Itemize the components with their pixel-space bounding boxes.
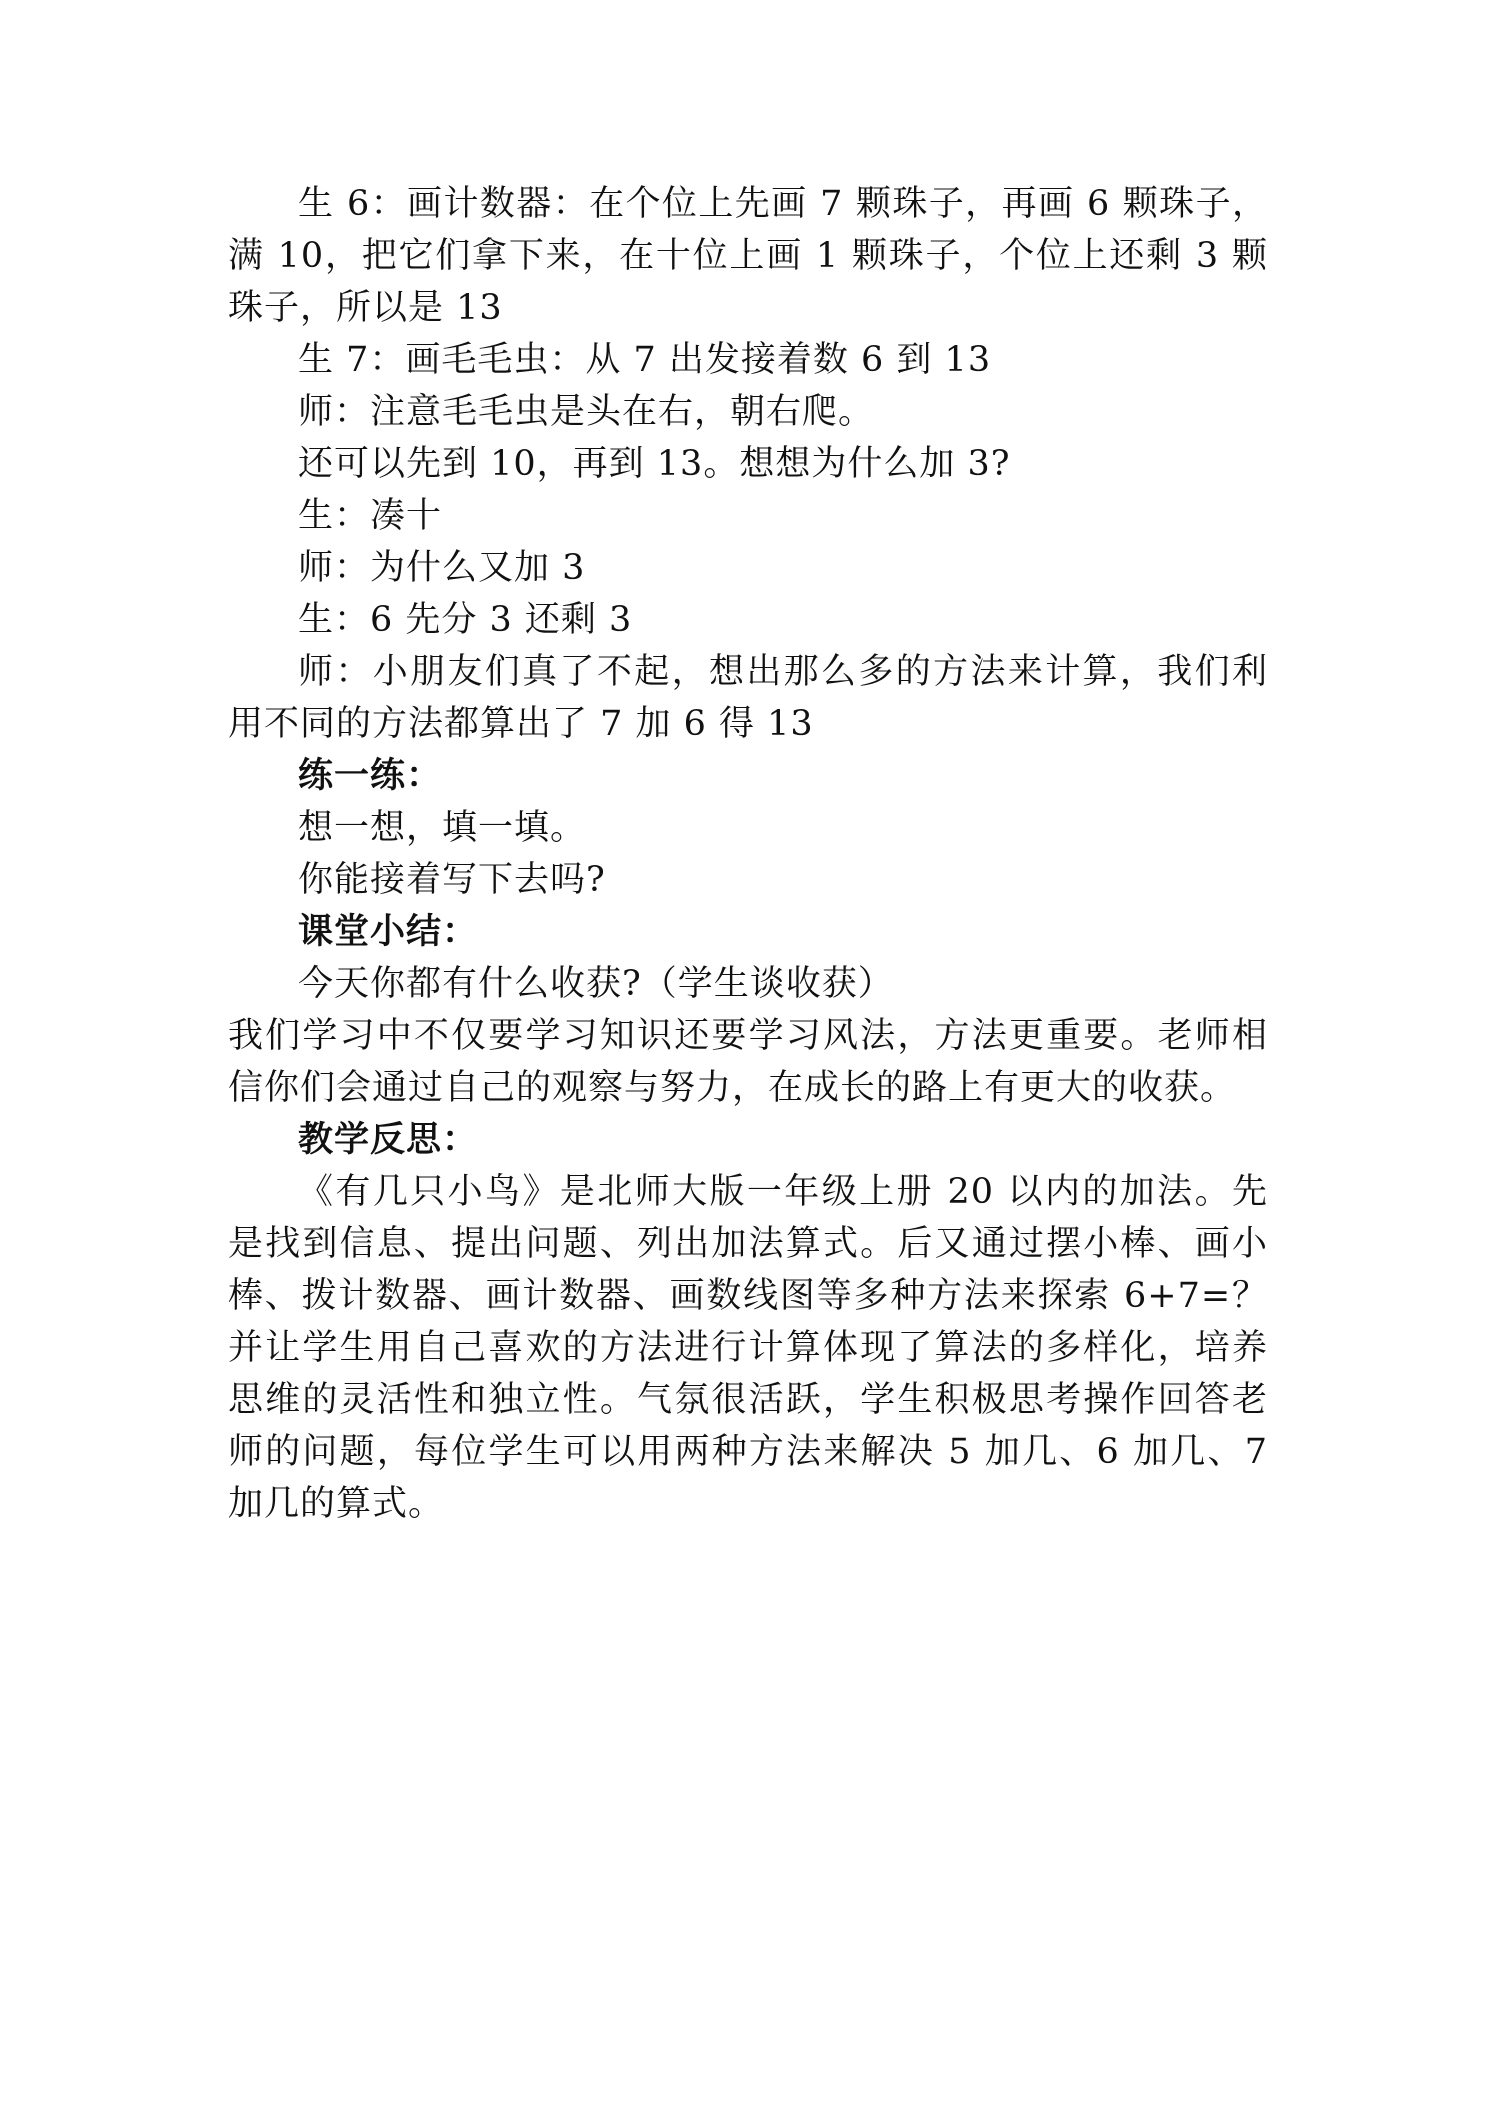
heading-class-summary: 课堂小结： [298,911,479,952]
paragraph-teacher-summary: 师：小朋友们真了不起，想出那么多的方法来计算，我们利用不同的方法都算出了 7 加 6 得 13 [228,652,1268,744]
paragraph-reflection-body: 《有几只小鸟》是北师大版一年级上册 20 以内的加法。先是找到信息、提出问题、列出加法算式。后又通过摆小棒、画小棒、拨计数器、画计数器、画数线图等多种方法来探索 6+7=？并让学生用自己喜欢的方法进行计算体现了算法的多样化，培养思维的灵活性和独立性。气氛很活跃，学生积极思考操作回答老师的问题，每位学生可以用两种方法来解决 5 加几、6 加几、7 加几的算式。 [228,1172,1268,1524]
document-body [228,178,1268,1530]
paragraph-make-ten: 还可以先到 10，再到 13。想想为什么加 3? [298,444,1011,484]
heading-teaching-reflection: 教学反思： [298,1119,479,1160]
paragraph-teacher-question: 师：为什么又加 3 [298,548,586,588]
paragraph-continue-writing: 你能接着写下去吗? [298,860,606,900]
paragraph-learning-methods: 我们学习中不仅要学习知识还要学习风法，方法更重要。老师相信你们会通过自己的观察与努力，在成长的路上有更大的收获。 [228,1016,1268,1108]
paragraph-student-split: 生：6 先分 3 还剩 3 [298,600,633,640]
paragraph-student7-caterpillar: 生 7：画毛毛虫：从 7 出发接着数 6 到 13 [298,340,992,380]
paragraph-student-answer: 生：凑十 [298,496,443,536]
paragraph-teacher-note: 师：注意毛毛虫是头在右，朝右爬。 [298,392,875,432]
paragraph-think-fill: 想一想，填一填。 [298,808,587,848]
paragraph-today-gains: 今天你都有什么收获?（学生谈收获） [298,964,894,1004]
heading-practice: 练一练： [298,755,443,796]
paragraph-student6-counter: 生 6：画计数器：在个位上先画 7 颗珠子，再画 6 颗珠子，满 10，把它们拿下来，在十位上画 1 颗珠子，个位上还剩 3 颗珠子，所以是 13 [228,184,1268,328]
